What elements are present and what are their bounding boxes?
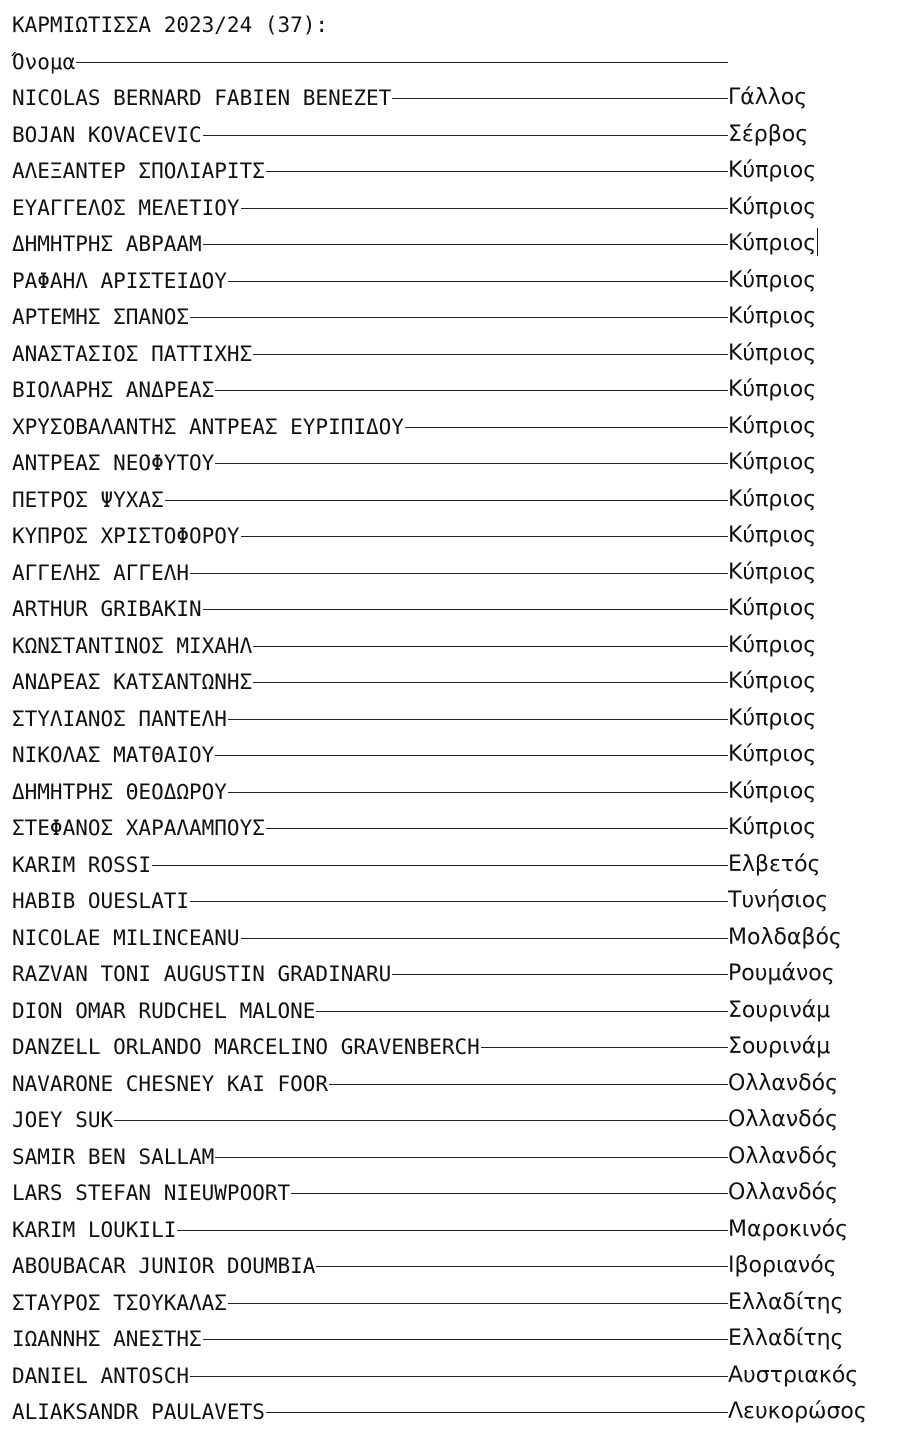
player-row [12, 1212, 900, 1249]
player-nationality: Κύπριος [728, 523, 817, 548]
player-name-cell [12, 883, 728, 920]
player-nationality: Κύπριος [728, 377, 817, 402]
player-name-cell [12, 810, 728, 847]
player-name: ARTHUR GRIBAKIN [12, 597, 202, 621]
player-row [12, 263, 900, 300]
player-name: BOJAN KOVACEVIC [12, 122, 202, 147]
player-name-cell [12, 920, 728, 957]
player-nationality: Κύπριος [728, 559, 817, 585]
underline-rule [253, 354, 728, 355]
player-nationality: Κύπριος [728, 705, 817, 731]
player-nationality: Ρουμάνος [728, 961, 835, 986]
player-nationality: Ολλανδός [728, 1070, 838, 1096]
player-nationality: Γάλλος [728, 85, 808, 110]
underline-rule [215, 463, 728, 464]
player-nationality: Μολδαβός [728, 924, 842, 950]
player-name: ΠΕΤΡΟΣ ΨΥΧΑΣ [12, 487, 164, 512]
player-name-cell [12, 774, 728, 811]
player-name-cell [12, 737, 728, 774]
player-name-cell [12, 1248, 728, 1285]
player-row [12, 226, 900, 263]
player-row [12, 883, 900, 920]
player-row [12, 1358, 900, 1395]
underline-rule [316, 1266, 728, 1267]
underline-rule [190, 317, 728, 318]
player-name-cell [12, 518, 728, 555]
player-row [12, 1285, 900, 1322]
player-row [12, 1102, 900, 1139]
player-name: NICOLAE MILINCEANU [12, 925, 240, 950]
player-row [12, 336, 900, 373]
player-name: RAZVAN TONI AUGUSTIN GRADINARU [12, 962, 392, 986]
player-name: HABIB OUESLATI [12, 889, 190, 913]
player-name: ΝΙΚΟΛΑΣ ΜΑΤΘΑΙΟΥ [12, 743, 215, 767]
player-row [12, 1139, 900, 1176]
player-name-cell [12, 1358, 728, 1395]
underline-rule [266, 828, 728, 829]
document-body[interactable] [12, 7, 900, 1431]
player-name-cell [12, 80, 728, 117]
player-name: ΒΙΟΛΑΡΗΣ ΑΝΔΡΕΑΣ [12, 378, 215, 402]
player-nationality: Κύπριος [728, 158, 817, 183]
player-name-cell [12, 117, 728, 154]
player-name: JOEY SUK [12, 1108, 114, 1132]
player-row [12, 1175, 900, 1212]
player-name: ΑΛΕΞΑΝΤΕΡ ΣΠΟΛΙΑΡΙΤΣ [12, 159, 265, 183]
text-cursor [817, 228, 818, 256]
player-name: ΑΝΤΡΕΑΣ ΝΕΟΦΥΤΟΥ [12, 451, 215, 475]
underline-rule [253, 646, 728, 647]
underline-rule [253, 682, 728, 683]
underline-rule [203, 1339, 728, 1340]
player-name-cell [12, 409, 728, 446]
player-name-cell [12, 628, 728, 665]
player-nationality: Ολλανδός [728, 1143, 838, 1169]
player-name-cell [12, 1285, 728, 1322]
underline-rule [190, 1376, 728, 1377]
player-name-cell [12, 956, 728, 993]
player-name: KARIM ROSSI [12, 852, 152, 877]
player-row [12, 737, 900, 774]
player-row [12, 956, 900, 993]
player-name: DANZELL ORLANDO MARCELINO GRAVENBERCH [12, 1035, 480, 1059]
player-name-cell [12, 299, 728, 336]
player-row [12, 628, 900, 665]
player-name-cell [12, 1139, 728, 1176]
player-nationality: Ελλαδίτης [728, 1289, 844, 1315]
player-nationality: Κύπριος [728, 596, 817, 621]
player-name: ΔΗΜΗΤΡΗΣ ΘΕΟΔΩΡΟΥ [12, 779, 227, 804]
player-nationality: Κύπριος [728, 226, 900, 263]
underline-rule [190, 573, 728, 574]
player-nationality: Κύπριος [728, 450, 817, 475]
underline-rule [241, 938, 728, 939]
player-name-cell [12, 993, 728, 1030]
underline-rule [266, 171, 728, 172]
underline-rule [215, 1157, 728, 1158]
player-name-cell [12, 1321, 728, 1358]
player-name-cell [12, 445, 728, 482]
player-row [12, 555, 900, 592]
underline-rule [165, 500, 728, 501]
header-row [12, 44, 900, 81]
player-nationality: Ιβοριανός [728, 1253, 837, 1278]
player-name-cell [12, 555, 728, 592]
underline-rule [203, 609, 728, 610]
player-row [12, 80, 900, 117]
player-nationality: Κύπριος [728, 486, 817, 512]
player-name: ΣΤΥΛΙΑΝΟΣ ΠΑΝΤΕΛΗ [12, 706, 227, 731]
player-nationality: Κύπριος [728, 413, 817, 439]
player-nationality: Ολλανδός [728, 1180, 838, 1205]
player-row [12, 993, 900, 1030]
underline-rule [152, 865, 728, 866]
player-nationality: Κύπριος [728, 669, 817, 694]
player-name: DION OMAR RUDCHEL MALONE [12, 998, 316, 1023]
player-nationality: Σουρινάμ [728, 1034, 831, 1059]
underline-rule [114, 1120, 728, 1121]
player-row [12, 482, 900, 519]
player-nationality: Κύπριος [728, 632, 817, 658]
player-name-cell [12, 1102, 728, 1139]
player-nationality: Ελλαδίτης [728, 1326, 844, 1351]
player-row [12, 920, 900, 957]
player-name: ΧΡΥΣΟΒΑΛΑΝΤΗΣ ΑΝΤΡΕΑΣ ΕΥΡΙΠΙΔΟΥ [12, 414, 404, 439]
player-row [12, 664, 900, 701]
player-nationality: Λευκορώσος [728, 1399, 867, 1424]
player-row [12, 153, 900, 190]
player-name-cell [12, 372, 728, 409]
player-nationality: Μαροκινός [728, 1216, 848, 1242]
underline-rule [291, 1193, 728, 1194]
player-nationality: Κύπριος [728, 304, 817, 329]
player-nationality: Αυστριακός [728, 1362, 859, 1388]
player-name: ΑΝΑΣΤΑΣΙΟΣ ΠΑΤΤΙΧΗΣ [12, 341, 253, 366]
player-name-cell [12, 664, 728, 701]
player-nationality: Σουρινάμ [728, 997, 831, 1023]
underline-rule [177, 1230, 728, 1231]
player-name: LARS STEFAN NIEUWPOORT [12, 1181, 291, 1205]
player-name: ΡΑΦΑΗΛ ΑΡΙΣΤΕΙΔΟΥ [12, 268, 227, 293]
player-row [12, 1394, 900, 1431]
player-row [12, 1029, 900, 1066]
underline-rule [228, 1303, 728, 1304]
player-name: ΑΓΓΕΛΗΣ ΑΓΓΕΛΗ [12, 560, 190, 585]
player-row [12, 1321, 900, 1358]
player-row [12, 409, 900, 446]
document-title: ΚΑΡΜΙΩΤΙΣΣΑ 2023/24 (37): [12, 13, 329, 37]
player-name-cell [12, 153, 728, 190]
underline-rule [228, 719, 728, 720]
player-name: ALIAKSANDR PAULAVETS [12, 1400, 265, 1424]
player-name-cell [12, 482, 728, 519]
player-nationality: Κύπριος [728, 815, 817, 840]
player-row [12, 190, 900, 227]
player-row [12, 299, 900, 336]
underline-rule [215, 755, 728, 756]
player-nationality: Ολλανδός [728, 1107, 838, 1132]
player-name-cell [12, 1212, 728, 1249]
player-name: NICOLAS BERNARD FABIEN BENEZET [12, 86, 392, 110]
underline-rule [76, 62, 728, 63]
player-name: DANIEL ANTOSCH [12, 1363, 190, 1388]
player-name: ABOUBACAR JUNIOR DOUMBIA [12, 1254, 316, 1278]
player-row [12, 1248, 900, 1285]
player-name-cell [12, 1175, 728, 1212]
underline-rule [241, 536, 728, 537]
player-row [12, 1066, 900, 1103]
player-nationality: Κύπριος [728, 267, 817, 293]
player-row [12, 774, 900, 811]
underline-rule [228, 792, 728, 793]
player-list [12, 80, 900, 1431]
player-name: ΕΥΑΓΓΕΛΟΣ ΜΕΛΕΤΙΟΥ [12, 195, 240, 220]
player-name: ΑΝΔΡΕΑΣ ΚΑΤΣΑΝΤΩΝΗΣ [12, 670, 253, 694]
player-name-cell [12, 1394, 728, 1431]
player-nationality: Κύπριος [728, 340, 817, 366]
player-nationality: Τυνήσιος [728, 888, 829, 913]
player-nationality: Κύπριος [728, 778, 817, 804]
header-label: Όνομα [12, 49, 76, 74]
underline-rule [316, 1011, 728, 1012]
player-name: KARIM LOUKILI [12, 1217, 177, 1242]
player-name-cell [12, 701, 728, 738]
underline-rule [190, 901, 728, 902]
underline-rule [392, 98, 728, 99]
player-name-cell [12, 1029, 728, 1066]
player-name: ΔΗΜΗΤΡΗΣ ΑΒΡΑΑΜ [12, 232, 202, 256]
player-nationality: Κύπριος [728, 742, 817, 767]
player-name-cell [12, 336, 728, 373]
underline-rule [203, 244, 728, 245]
player-name-cell [12, 591, 728, 628]
player-name: ΚΥΠΡΟΣ ΧΡΙΣΤΟΦΟΡΟΥ [12, 524, 240, 548]
player-row [12, 810, 900, 847]
player-nationality: Ελβετός [728, 851, 821, 877]
underline-rule [481, 1047, 728, 1048]
player-row [12, 117, 900, 154]
player-name: ΚΩΝΣΤΑΝΤΙΝΟΣ ΜΙΧΑΗΛ [12, 633, 253, 658]
player-row [12, 701, 900, 738]
player-row [12, 372, 900, 409]
underline-rule [241, 208, 728, 209]
underline-rule [228, 281, 728, 282]
player-name-cell [12, 190, 728, 227]
player-nationality: Κύπριος [728, 194, 817, 220]
player-name-cell [12, 847, 728, 884]
player-name-cell [12, 226, 728, 263]
player-row [12, 847, 900, 884]
underline-rule [329, 1084, 728, 1085]
player-name: ΣΤΕΦΑΝΟΣ ΧΑΡΑΛΑΜΠΟΥΣ [12, 816, 265, 840]
underline-rule [215, 390, 728, 391]
underline-rule [392, 974, 728, 975]
player-name: ΙΩΑΝΝΗΣ ΑΝΕΣΤΗΣ [12, 1327, 202, 1351]
underline-rule [405, 427, 728, 428]
player-name: SAMIR BEN SALLAM [12, 1144, 215, 1169]
player-row [12, 591, 900, 628]
player-nationality: Σέρβος [728, 121, 809, 147]
player-row [12, 445, 900, 482]
player-name-cell [12, 1066, 728, 1103]
player-name: NAVARONE CHESNEY KAI FOOR [12, 1071, 329, 1096]
player-name: ΣΤΑΥΡΟΣ ΤΣΟΥΚΑΛΑΣ [12, 1290, 227, 1315]
player-row [12, 518, 900, 555]
underline-rule [266, 1412, 728, 1413]
player-name-cell [12, 263, 728, 300]
player-name: ΑΡΤΕΜΗΣ ΣΠΑΝΟΣ [12, 305, 190, 329]
underline-rule [203, 135, 728, 136]
